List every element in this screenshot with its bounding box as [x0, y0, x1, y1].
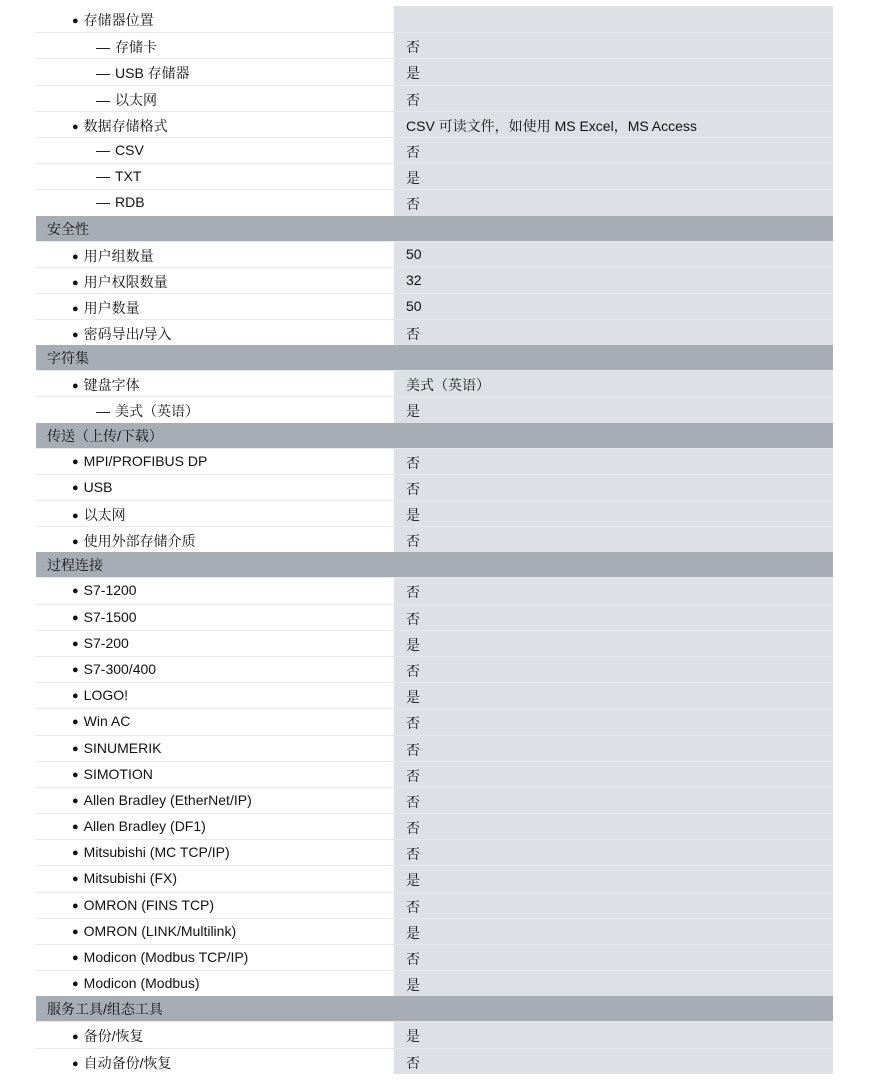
bullet-icon: ● — [72, 510, 79, 522]
spec-label-text: TXT — [115, 168, 142, 185]
bullet-icon: ● — [72, 978, 79, 991]
spec-row — [36, 892, 833, 918]
spec-label — [72, 375, 140, 395]
spec-value: 否 — [394, 893, 833, 918]
section-title: 字符集 — [47, 350, 89, 367]
spec-label — [72, 713, 130, 729]
bullet-icon: ● — [72, 742, 79, 755]
dash-icon: — — [96, 403, 110, 420]
spec-row — [36, 85, 833, 111]
spec-value: 否 — [394, 814, 833, 839]
spec-row — [36, 970, 833, 996]
spec-label-text: S7-300/400 — [83, 660, 157, 677]
spec-value: 50 — [394, 294, 833, 319]
spec-value: 是 — [394, 501, 833, 526]
spec-label — [96, 63, 190, 83]
bullet-icon: ● — [72, 455, 79, 468]
spec-value: 是 — [394, 631, 833, 656]
bullet-icon: ● — [72, 952, 79, 964]
spec-value: 是 — [394, 971, 833, 996]
spec-row — [36, 656, 833, 682]
spec-value: 否 — [394, 605, 833, 630]
spec-label-text: 以太网 — [115, 91, 157, 108]
bullet-icon: ● — [72, 794, 79, 807]
spec-label — [72, 1053, 172, 1073]
spec-label-text: 用户数量 — [83, 299, 140, 316]
spec-row — [36, 604, 833, 630]
spec-row — [36, 293, 833, 319]
spec-row — [36, 448, 833, 474]
bullet-icon: ● — [72, 821, 79, 834]
spec-label — [72, 949, 248, 965]
bullet-icon: ● — [72, 847, 79, 860]
spec-value: 否 — [394, 788, 833, 813]
spec-label — [72, 740, 161, 756]
spec-label — [72, 792, 252, 808]
spec-value: 否 — [394, 736, 833, 761]
spec-row — [36, 708, 833, 734]
spec-row — [36, 577, 833, 603]
spec-value: 否 — [394, 320, 833, 345]
spec-value: 是 — [394, 397, 833, 422]
spec-value: 否 — [394, 1049, 833, 1074]
bullet-icon: ● — [72, 873, 79, 886]
bullet-icon: ● — [72, 1031, 79, 1044]
spec-value: 是 — [394, 164, 833, 189]
spec-label — [72, 453, 207, 469]
spec-table — [36, 6, 833, 1074]
spec-label-text: OMRON (FINS TCP) — [83, 896, 215, 913]
dash-icon: — — [96, 168, 110, 185]
spec-value: 50 — [394, 242, 833, 267]
spec-label — [72, 1026, 144, 1046]
bullet-icon: ● — [72, 302, 79, 315]
bullet-icon: ● — [72, 329, 79, 342]
spec-value: CSV 可读文件，如使用 MS Excel，MS Access — [394, 112, 833, 137]
spec-label — [72, 246, 154, 266]
spec-label-text: 键盘字体 — [83, 377, 140, 394]
section-header — [36, 996, 833, 1021]
spec-row — [36, 944, 833, 970]
spec-label — [72, 818, 206, 834]
spec-row — [36, 839, 833, 865]
spec-label — [72, 923, 236, 939]
spec-label — [72, 870, 177, 886]
spec-value: 否 — [394, 840, 833, 865]
spec-row — [36, 630, 833, 656]
spec-label-text: CSV — [115, 141, 144, 158]
spec-label-text: 数据存储格式 — [83, 117, 168, 134]
spec-label-text: 密码导出/导入 — [83, 326, 172, 343]
spec-label-text: Modicon (Modbus TCP/IP) — [83, 949, 249, 965]
spec-value: 否 — [394, 33, 833, 58]
section-title: 安全性 — [47, 220, 89, 237]
bullet-icon: ● — [72, 536, 79, 549]
spec-value: 否 — [394, 945, 833, 970]
section-title: 传送（上传/下载） — [47, 427, 163, 444]
spec-value: 是 — [394, 1022, 833, 1047]
spec-row — [36, 918, 833, 944]
spec-value: 否 — [394, 762, 833, 787]
spec-label-text: SINUMERIK — [83, 739, 162, 756]
bullet-icon: ● — [72, 637, 79, 650]
spec-label-text: 备份/恢复 — [83, 1028, 144, 1045]
spec-label — [72, 844, 230, 860]
spec-value: 是 — [394, 919, 833, 944]
dash-icon: — — [96, 194, 110, 211]
spec-label — [72, 272, 168, 292]
spec-label — [72, 609, 137, 625]
spec-row — [36, 58, 833, 84]
spec-label — [72, 324, 172, 344]
spec-label-text: Mitsubishi (FX) — [83, 870, 178, 887]
spec-label-text: RDB — [115, 194, 145, 211]
spec-label — [72, 766, 153, 782]
spec-label — [96, 401, 199, 421]
spec-label — [96, 37, 157, 57]
bullet-icon: ● — [72, 276, 79, 289]
spec-label-text: 使用外部存储介质 — [83, 533, 196, 550]
spec-label — [72, 531, 196, 551]
spec-label — [96, 142, 144, 158]
spec-value: 否 — [394, 475, 833, 500]
spec-row — [36, 474, 833, 500]
bullet-icon: ● — [72, 925, 79, 938]
spec-label-text: 自动备份/恢复 — [83, 1054, 172, 1071]
dash-icon: — — [96, 39, 110, 56]
spec-label — [96, 90, 157, 110]
spec-row — [36, 370, 833, 396]
spec-label-text: OMRON (LINK/Multilink) — [83, 922, 237, 939]
bullet-icon: ● — [72, 716, 79, 729]
spec-row — [36, 735, 833, 761]
spec-label-text: S7-1500 — [83, 608, 137, 625]
spec-row — [36, 137, 833, 163]
bullet-icon: ● — [72, 250, 79, 263]
spec-label — [72, 975, 200, 991]
spec-value: 否 — [394, 527, 833, 552]
bullet-icon: ● — [72, 15, 79, 27]
spec-label — [72, 116, 168, 136]
spec-value: 32 — [394, 268, 833, 293]
spec-row — [36, 682, 833, 708]
spec-row — [36, 241, 833, 267]
spec-value: 是 — [394, 683, 833, 708]
bullet-icon: ● — [72, 120, 79, 133]
bullet-icon: ● — [72, 611, 79, 624]
spec-label — [96, 168, 141, 184]
spec-label-text: Allen Bradley (DF1) — [83, 818, 206, 835]
spec-label-text: MPI/PROFIBUS DP — [83, 452, 208, 469]
spec-row — [36, 865, 833, 891]
spec-label — [96, 194, 145, 210]
spec-value: 否 — [394, 657, 833, 682]
spec-row — [36, 813, 833, 839]
spec-label — [72, 897, 214, 913]
bullet-icon: ● — [72, 899, 79, 912]
spec-label-text: 用户组数量 — [83, 247, 154, 264]
spec-label-text: 美式（英语） — [115, 403, 199, 420]
bullet-icon: ● — [72, 768, 79, 781]
spec-value — [394, 6, 833, 32]
spec-value: 否 — [394, 138, 833, 163]
dash-icon: — — [96, 65, 110, 82]
spec-row — [36, 267, 833, 293]
spec-value: 是 — [394, 866, 833, 891]
spec-label-text: 以太网 — [83, 507, 126, 523]
spec-label — [72, 687, 128, 703]
section-title: 服务工具/组态工具 — [47, 1001, 163, 1018]
spec-value: 否 — [394, 449, 833, 474]
spec-label-text: USB — [83, 478, 113, 495]
spec-label — [72, 635, 129, 651]
spec-label-text: 存储器位置 — [83, 12, 154, 28]
spec-row — [36, 500, 833, 526]
bullet-icon: ● — [72, 481, 79, 494]
spec-label-text: USB 存储器 — [115, 65, 190, 82]
bullet-icon: ● — [72, 585, 79, 598]
section-header — [36, 552, 833, 577]
section-header — [36, 345, 833, 370]
spec-value: 否 — [394, 86, 833, 111]
spec-row — [36, 761, 833, 787]
spec-label-text: LOGO! — [83, 687, 129, 704]
spec-value: 否 — [394, 190, 833, 215]
spec-label-text: S7-1200 — [83, 582, 137, 599]
spec-row — [36, 6, 833, 32]
spec-label — [72, 479, 112, 495]
spec-row — [36, 32, 833, 58]
spec-label-text: Mitsubishi (MC TCP/IP) — [83, 844, 230, 861]
spec-label-text: 用户权限数量 — [83, 273, 168, 290]
bullet-icon: ● — [72, 663, 79, 676]
spec-value: 否 — [394, 578, 833, 603]
section-header — [36, 216, 833, 241]
spec-row — [36, 396, 833, 422]
spec-label-text: S7-200 — [83, 634, 129, 651]
dash-icon: — — [96, 91, 110, 108]
spec-label-text: Win AC — [83, 713, 131, 730]
bullet-icon: ● — [72, 1057, 79, 1070]
spec-label — [72, 582, 137, 598]
spec-label — [72, 298, 140, 318]
spec-row — [36, 526, 833, 552]
spec-value: 否 — [394, 709, 833, 734]
spec-label-text: 存储卡 — [115, 39, 157, 56]
spec-label-text: SIMOTION — [83, 765, 153, 782]
spec-label-text: Modicon (Modbus) — [83, 975, 200, 992]
spec-row — [36, 1021, 833, 1047]
spec-label — [72, 505, 126, 525]
spec-value: 是 — [394, 59, 833, 84]
dash-icon: — — [96, 141, 110, 158]
spec-row — [36, 163, 833, 189]
section-header — [36, 423, 833, 448]
spec-label-text: Allen Bradley (EtherNet/IP) — [83, 791, 252, 808]
spec-row — [36, 787, 833, 813]
bullet-icon: ● — [72, 380, 79, 393]
section-title: 过程连接 — [47, 557, 103, 574]
spec-row — [36, 319, 833, 345]
spec-row — [36, 111, 833, 137]
spec-value: 美式（英语） — [394, 371, 833, 396]
spec-label — [72, 10, 154, 30]
spec-row — [36, 1048, 833, 1074]
spec-row — [36, 189, 833, 215]
bullet-icon: ● — [72, 690, 79, 703]
spec-label — [72, 661, 156, 677]
